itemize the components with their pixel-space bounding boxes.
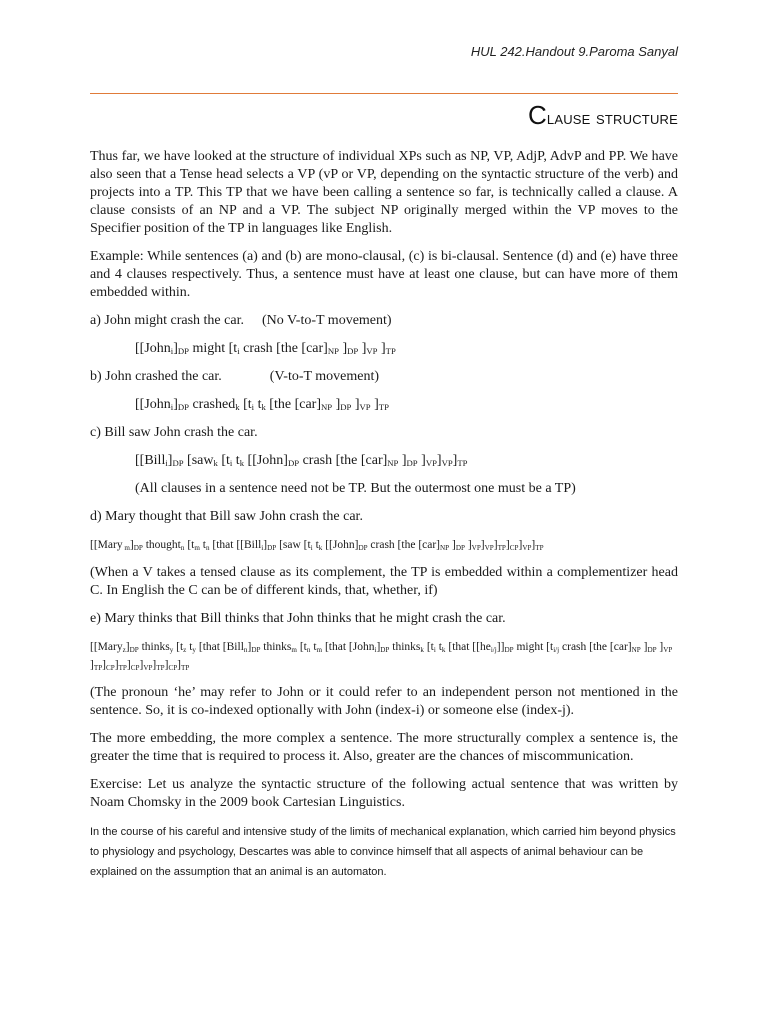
example-e-note: (The pronoun ‘he’ may refer to John or it could refer to an independent person not mentioned in the sentence. So, it is co-indexed optionally with John (index-i) or someone else (index-j). (90, 685, 678, 718)
header-rule (90, 93, 678, 94)
title-rest: lause structure (546, 108, 678, 129)
example-intro-paragraph: Example: While sentences (a) and (b) are mono-clausal, (c) is bi-clausal. Sentence (d) and (e) have three and 4 clauses respectively. Thus, a sentence must have at least one clause, but can have more of them embedded within. (90, 249, 678, 300)
example-c-structure: [$[Bill_i]_{DP}$ [saw$_k$ [$t_i$ $t_k$ [$[John]_{DP}$ crash [the $[car]_{NP}$ ]$_{DP}$ ]$_{VP}]_{VP}]_{TP}$ (135, 453, 468, 469)
example-b (90, 368, 678, 386)
example-d-note: (When a V takes a tensed clause as its complement, the TP is embedded within a complementizer head C. In English the C can be of different kinds, that, whether, if) (90, 565, 678, 598)
intro-paragraph: Thus far, we have looked at the structure of individual XPs such as NP, VP, AdjP, AdvP and PP. We have also seen that a Tense head selects a VP (vP or VP, depending on the syntactic structure of the verb) and projects into a TP. This TP that we have been calling a sentence so far, is technically called a clause. A clause consists of an NP and a VP. The subject NP originally merged within the VP moves to the Specifier position of the TP in languages like English. (90, 149, 678, 236)
example-b-sentence: b) John crashed the car. (90, 369, 222, 384)
example-a-note: (No V-to-T movement) (261, 313, 392, 328)
chomsky-quote: In the course of his careful and intensive study of the limits of mechanical explanation, which carried him beyond physics to physiology and psychology, Descartes was able to convince himself that all aspects of animal behaviour can be explained on the assumption that an animal is an automaton. (90, 826, 676, 878)
complexity-paragraph: The more embedding, the more complex a sentence. The more structurally complex a sentence is, the greater the time that is required to process it. Also, greater are the chances of miscommunication. (90, 731, 678, 764)
example-c: c) Bill saw John crash the car. (90, 425, 258, 440)
page-title (528, 100, 678, 131)
example-b-note: (V-to-T movement) (269, 369, 380, 384)
page-header: HUL 242.Handout 9.Paroma Sanyal (470, 44, 678, 59)
example-b-structure: [$[John_i]_{DP}$ crashed$_k$ [$t_i$ $t_k$ [the $[car]_{NP}$ ]$_{DP}$ ]$_{VP}$ ]$_{TP}$ (135, 397, 389, 413)
document-body (90, 148, 678, 892)
example-a-sentence: a) John might crash the car. (90, 313, 244, 328)
example-a-structure: [$[John_i]_{DP}$ might [$t_i$ crash [the $[car]_{NP}$ ]$_{DP}$ ]$_{VP}$ ]$_{TP}$ (135, 341, 396, 357)
example-c-note: (All clauses in a sentence need not be TP. But the outermost one must be a TP) (135, 481, 576, 496)
example-d: d) Mary thought that Bill saw John crash the car. (90, 509, 363, 524)
example-a (90, 312, 678, 330)
example-e: e) Mary thinks that Bill thinks that John thinks that he might crash the car. (90, 611, 506, 626)
exercise-paragraph: Exercise: Let us analyze the syntactic structure of the following actual sentence that was written by Noam Chomsky in the 2009 book Cartesian Linguistics. (90, 777, 678, 810)
example-d-structure: [[Mary $_m]_{DP}$ thought$_n$ [$t_m$ $t_n$ [that [$[Bill_i]_{DP}$ [saw [$t_i$ $t_k$ [$[John]_{DP}$ crash [the $[car]_{NP}$ ]$_{DP}$ ]$_{VP}]_{VP}]_{TP}]_{CP}]_{VP}]_{TP}$ (90, 539, 544, 552)
title-initial: C (527, 100, 547, 130)
example-e-structure: [$[Mary_z]_{DP}$ thinks$_y$ [$t_z$ $t_y$ [that $[Bill_n]_{DP}$ thinks$_m$ [$t_n$ $t_m$ [that $[John_i]_{DP}$ thinks$_k$ [$t_i$ $t_k$ [that $[[he_{i/j}]]_{DP}$ might [$t_{i/j}$ crash [the $[car]_{NP}$ ]$_{DP}$ ]$_{VP}$ ]$_{TP}]_{CP}]_{TP}]_{CP}]_{VP}]_{TP}]_{CP}]_{TP}$ (90, 641, 673, 672)
